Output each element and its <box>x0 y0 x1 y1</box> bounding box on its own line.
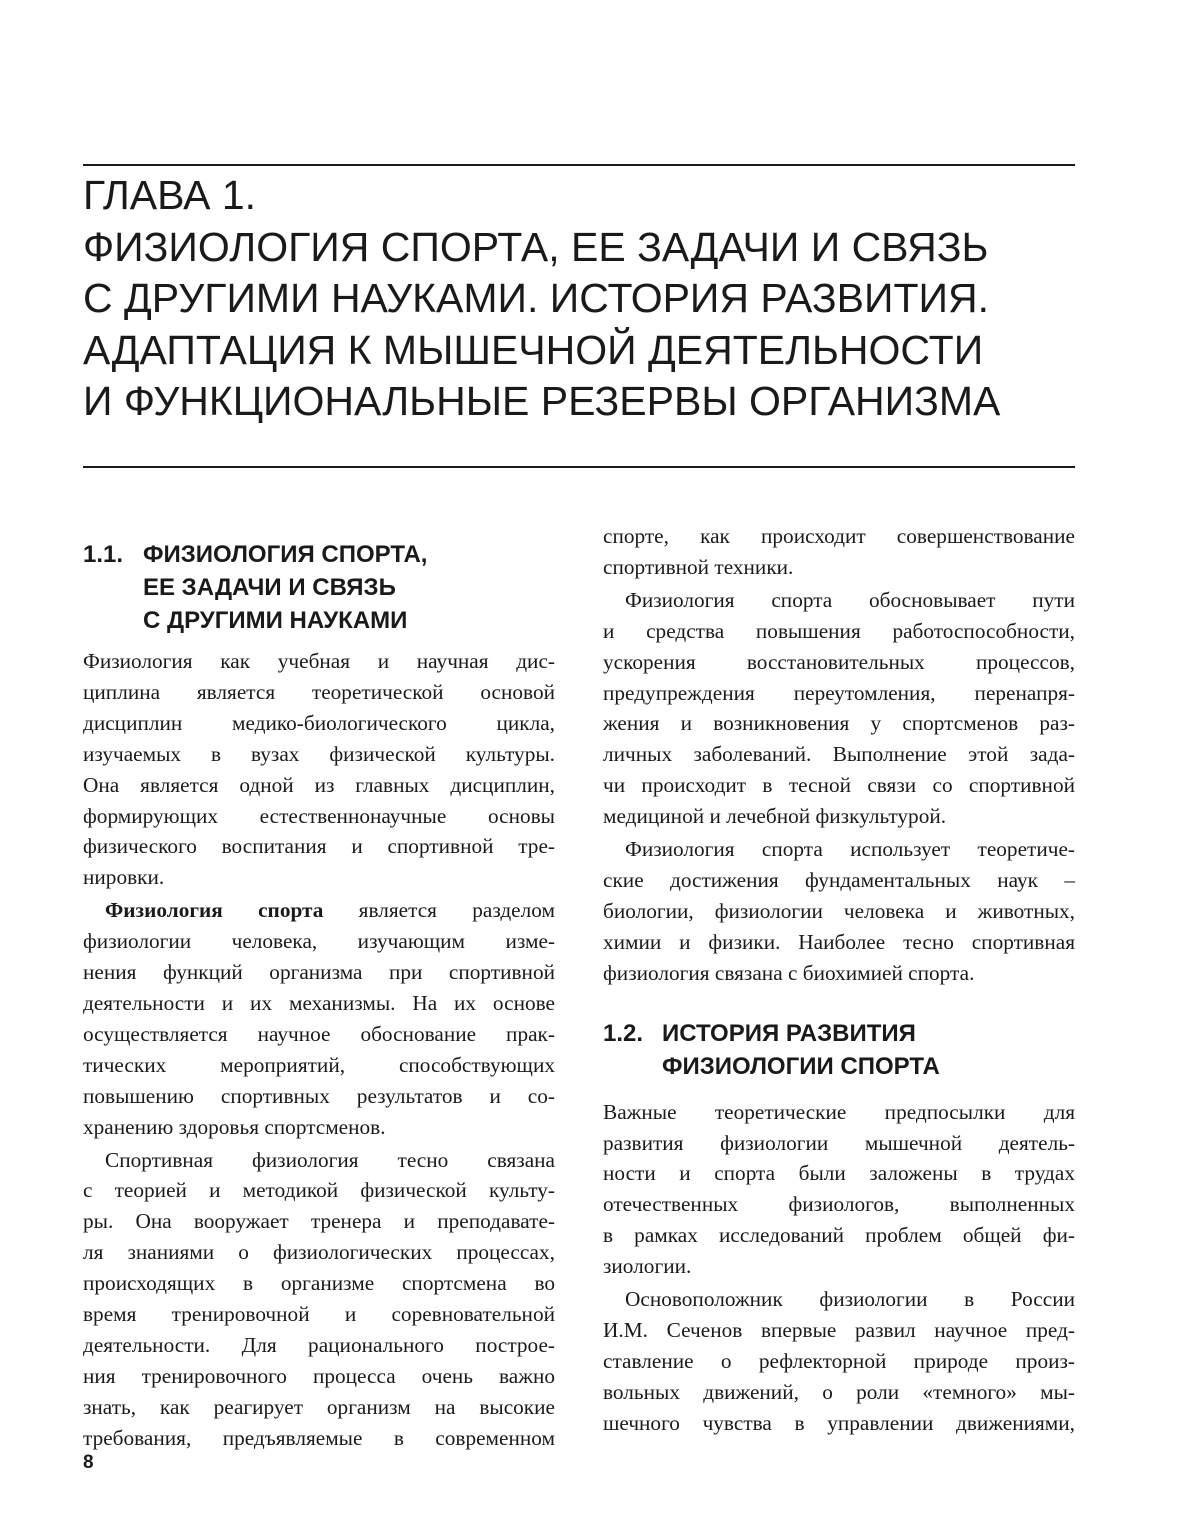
section-1-1-heading <box>83 538 555 637</box>
text-line: происходящих в организме спортсмена во <box>83 1271 555 1296</box>
text-line: дисциплин медико-биологического цикла, <box>83 710 555 735</box>
text-line: деятельности. Для рационального построе- <box>83 1332 555 1357</box>
section-title-line: ФИЗИОЛОГИИ СПОРТА <box>662 1052 940 1080</box>
paragraph <box>603 585 1075 832</box>
text-line: развития физиологии мышечной деятель- <box>603 1130 1075 1155</box>
text-line: предупреждения переутомления, перенапря- <box>603 680 1075 705</box>
section-number: 1.1. <box>83 541 124 568</box>
paragraph <box>603 1097 1075 1282</box>
text-line: формирующих естественнонаучные основы <box>83 803 555 828</box>
text-line: Важные теоретические предпосылки для <box>603 1099 1075 1124</box>
right-column <box>603 521 1075 1439</box>
paragraph <box>603 1284 1075 1439</box>
chapter-title-line: ГЛАВА 1. <box>83 172 257 218</box>
text-line: тических мероприятий, способствующих <box>83 1052 555 1077</box>
text-line: чи происходит в тесной связи со спортивной <box>603 773 1075 798</box>
chapter-top-rule <box>83 164 1075 166</box>
text-line: Физиология как учебная и научная дис- <box>83 649 555 673</box>
text-line: в рамках исследований проблем общей фи- <box>603 1223 1075 1248</box>
text-line: Физиология спорта использует теоретиче- <box>625 837 1075 862</box>
chapter-title-line: И ФУНКЦИОНАЛЬНЫЕ РЕЗЕРВЫ ОРГАНИЗМА <box>83 378 1001 425</box>
chapter-title <box>83 170 1083 428</box>
section-number: 1.2. <box>603 1019 644 1047</box>
text-line: повышению спортивных результатов и со- <box>83 1083 555 1108</box>
section-title-line: С ДРУГИМИ НАУКАМИ <box>143 607 408 634</box>
text-line <box>83 895 555 926</box>
section-title-line: ЕЕ ЗАДАЧИ И СВЯЗЬ <box>143 574 396 601</box>
text-line: изучаемых в вузах физической культуры. <box>83 741 555 766</box>
paragraph <box>83 895 555 1142</box>
section-title-line: ФИЗИОЛОГИЯ СПОРТА, <box>143 541 428 568</box>
text-line: жения и возникновения у спортсменов раз- <box>603 711 1075 736</box>
chapter-title-line: ФИЗИОЛОГИЯ СПОРТА, ЕЕ ЗАДАЧИ И СВЯЗЬ <box>83 223 989 270</box>
text-line: Физиология спорта обосновывает пути <box>625 587 1075 612</box>
text-line: с теорией и методикой физической культу- <box>83 1178 555 1203</box>
text-line: личных заболеваний. Выполнение этой зада- <box>603 742 1075 767</box>
text-line: осуществляется научное обоснование прак- <box>83 1021 555 1046</box>
text-fragment: является разделом <box>323 898 555 923</box>
paragraph <box>603 834 1075 989</box>
text-line: спорте, как происходит совершенствование <box>603 524 1075 548</box>
section-1-2-heading <box>603 1017 1075 1083</box>
text-line: спортивной техники. <box>603 554 794 579</box>
text-line: И.М. Сеченов впервые развил научное пред- <box>603 1317 1075 1342</box>
text-line: ния тренировочного процесса очень важно <box>83 1363 555 1388</box>
text-line: ры. Она вооружает тренера и преподавате- <box>83 1209 555 1234</box>
text-line: Она является одной из главных дисциплин, <box>83 772 555 797</box>
text-line: физиология связана с биохимией спорта. <box>603 960 975 985</box>
text-line: нировки. <box>83 865 165 890</box>
text-line: физиологии человека, изучающим изме- <box>83 929 555 954</box>
text-line: шечного чувства в управлении движениями, <box>603 1410 1075 1435</box>
text-line: циплина является теоретической основой <box>83 679 555 704</box>
text-line: ности и спорта были заложены в трудах <box>603 1161 1075 1186</box>
text-line: медициной и лечебной физкультурой. <box>603 804 947 829</box>
text-line: время тренировочной и соревновательной <box>83 1302 555 1327</box>
paragraph <box>83 1145 555 1454</box>
section-title <box>143 538 427 637</box>
text-line: нения функций организма при спортивной <box>83 960 555 985</box>
text-line: ля знаниями о физиологических процессах, <box>83 1240 555 1265</box>
text-line: и средства повышения работоспособности, <box>603 618 1075 643</box>
text-line: физического воспитания и спортивной тре- <box>83 834 555 859</box>
paragraph <box>83 646 555 893</box>
text-line: биологии, физиологии человека и животных, <box>603 898 1075 923</box>
text-line: хранению здоровья спортсменов. <box>83 1114 386 1139</box>
text-line: требования, предъявляемые в современном <box>83 1425 555 1450</box>
section-title <box>662 1017 940 1083</box>
text-line: ускорения восстановительных процессов, <box>603 649 1075 674</box>
bold-term: Физиология спорта <box>105 898 324 923</box>
text-line: зиологии. <box>603 1254 692 1279</box>
left-column <box>83 522 555 1454</box>
page-number: 8 <box>83 1452 94 1473</box>
section-title-line: ИСТОРИЯ РАЗВИТИЯ <box>662 1019 916 1047</box>
text-line: химии и физики. Наиболее тесно спортивная <box>603 929 1075 954</box>
text-line: Спортивная физиология тесно связана <box>105 1147 555 1172</box>
text-line: знать, как реагирует организм на высокие <box>83 1394 555 1419</box>
text-line: Основоположник физиологии в России <box>625 1287 1075 1312</box>
text-line: деятельности и их механизмы. На их основе <box>83 990 555 1015</box>
chapter-bottom-rule <box>83 466 1075 468</box>
chapter-title-line: АДАПТАЦИЯ К МЫШЕЧНОЙ ДЕЯТЕЛЬНОСТИ <box>83 326 984 373</box>
text-line: отечественных физиологов, выполненных <box>603 1192 1075 1217</box>
paragraph-continued <box>603 521 1075 583</box>
chapter-title-line: С ДРУГИМИ НАУКАМИ. ИСТОРИЯ РАЗВИТИЯ. <box>83 275 989 322</box>
text-line: ские достижения фундаментальных наук – <box>603 867 1075 892</box>
text-line: вольных движений, о роли «темного» мы- <box>603 1379 1075 1404</box>
text-line: ставление о рефлекторной природе произ- <box>603 1348 1075 1373</box>
